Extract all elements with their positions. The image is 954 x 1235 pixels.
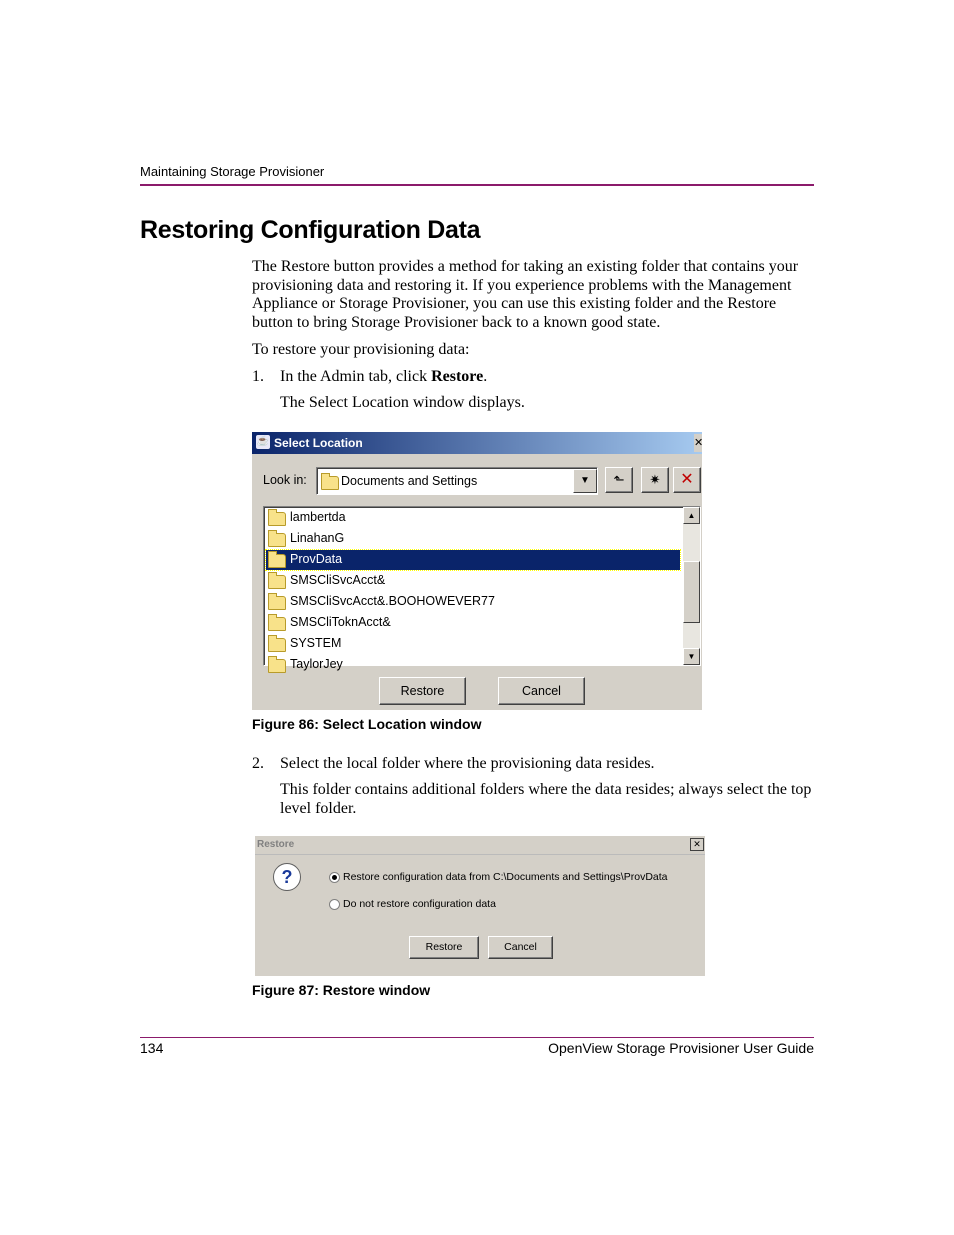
step1-note: The Select Location window displays. xyxy=(280,394,525,411)
select-location-titlebar xyxy=(252,432,702,454)
chevron-down-icon[interactable]: ▼ xyxy=(573,469,597,493)
look-in-label: Look in: xyxy=(263,473,307,487)
folder-name: SYSTEM xyxy=(290,636,342,650)
cancel-button[interactable]: Cancel xyxy=(488,936,553,959)
list-item[interactable] xyxy=(266,613,680,633)
select-location-title: Select Location xyxy=(274,436,363,450)
look-in-dropdown[interactable] xyxy=(316,467,598,495)
restore-button[interactable]: Restore xyxy=(379,677,466,705)
new-folder-icon: ✷ xyxy=(649,472,661,487)
java-app-icon: ☕ xyxy=(256,436,270,447)
new-folder-button[interactable] xyxy=(641,467,669,493)
restore-window xyxy=(255,836,705,976)
step1-bold: Restore xyxy=(431,368,484,385)
folder-name: SMSCliSvcAcct& xyxy=(290,573,386,587)
step1-text xyxy=(280,368,487,387)
select-location-window xyxy=(252,432,702,710)
step2-number: 2. xyxy=(252,755,264,772)
restore-option-label: Restore configuration data from C:\Documents and Settings\ProvData xyxy=(343,871,668,883)
page-title: Restoring Configuration Data xyxy=(140,216,481,244)
figure-87-caption: Figure 87: Restore window xyxy=(252,982,431,998)
list-item[interactable] xyxy=(266,550,680,570)
restore-option-radio[interactable] xyxy=(329,872,340,883)
folder-name: TaylorJey xyxy=(290,657,343,671)
folder-list[interactable] xyxy=(263,506,701,671)
delete-button[interactable] xyxy=(673,467,701,493)
close-icon[interactable]: ✕ xyxy=(690,838,704,851)
look-in-value: Documents and Settings xyxy=(341,474,478,488)
delete-icon: ✕ xyxy=(680,471,694,488)
folder-icon xyxy=(268,575,286,589)
list-item[interactable] xyxy=(266,529,680,549)
list-item[interactable] xyxy=(266,571,680,591)
scroll-thumb[interactable] xyxy=(683,561,700,623)
header-rule xyxy=(140,184,814,186)
running-header: Maintaining Storage Provisioner xyxy=(140,164,325,179)
folder-icon xyxy=(268,659,286,673)
no-restore-option-label: Do not restore configuration data xyxy=(343,898,496,910)
folder-icon xyxy=(268,596,286,610)
question-icon: ? xyxy=(273,863,301,891)
folder-name: ProvData xyxy=(290,552,343,566)
list-item[interactable] xyxy=(266,508,680,528)
step1-post: . xyxy=(483,368,488,385)
no-restore-option-radio[interactable] xyxy=(329,899,340,910)
lead-paragraph: To restore your provisioning data: xyxy=(252,341,470,358)
restore-button[interactable]: Restore xyxy=(409,936,479,959)
folder-name: SMSCliSvcAcct&.BOOHOWEVER77 xyxy=(290,594,495,608)
folder-icon xyxy=(268,554,286,568)
folder-name: lambertda xyxy=(290,510,346,524)
folder-name: SMSCliToknAcct& xyxy=(290,615,391,629)
scroll-up-icon[interactable]: ▲ xyxy=(683,507,700,524)
restore-titlebar xyxy=(255,836,705,855)
footer-rule xyxy=(140,1037,814,1038)
step2-note: This folder contains additional folders where the data resides; always select the top level folder. xyxy=(280,781,812,817)
list-item[interactable] xyxy=(266,592,680,612)
vertical-scrollbar[interactable] xyxy=(683,507,700,665)
list-item[interactable] xyxy=(266,655,680,675)
page-number: 134 xyxy=(140,1040,164,1056)
list-item[interactable] xyxy=(266,634,680,654)
step2-text: Select the local folder where the provisioning data resides. xyxy=(280,755,655,772)
step1-pre: In the Admin tab, click xyxy=(280,368,432,385)
intro-paragraph: The Restore button provides a method for taking an existing folder that contains your provisioning data and restoring it. If you experience problems with the Management Appliance or Storage Provisioner, you can use this existing folder and the Restore button to bring Storage Provisioner back to a known good state. xyxy=(252,258,799,331)
folder-icon xyxy=(268,617,286,631)
folder-icon xyxy=(268,533,286,547)
folder-icon xyxy=(268,512,286,526)
folder-icon xyxy=(321,476,339,490)
folder-up-icon: ⬑ xyxy=(613,472,625,487)
figure-86-caption: Figure 86: Select Location window xyxy=(252,716,482,732)
up-one-level-button[interactable] xyxy=(605,467,633,493)
scroll-down-icon[interactable]: ▼ xyxy=(683,648,700,665)
cancel-button[interactable]: Cancel xyxy=(498,677,585,705)
folder-name: LinahanG xyxy=(290,531,345,545)
restore-title: Restore xyxy=(257,839,295,850)
folder-icon xyxy=(268,638,286,652)
guide-title: OpenView Storage Provisioner User Guide xyxy=(548,1040,814,1056)
close-icon[interactable]: ✕ xyxy=(694,434,702,452)
step1-number: 1. xyxy=(252,368,264,385)
